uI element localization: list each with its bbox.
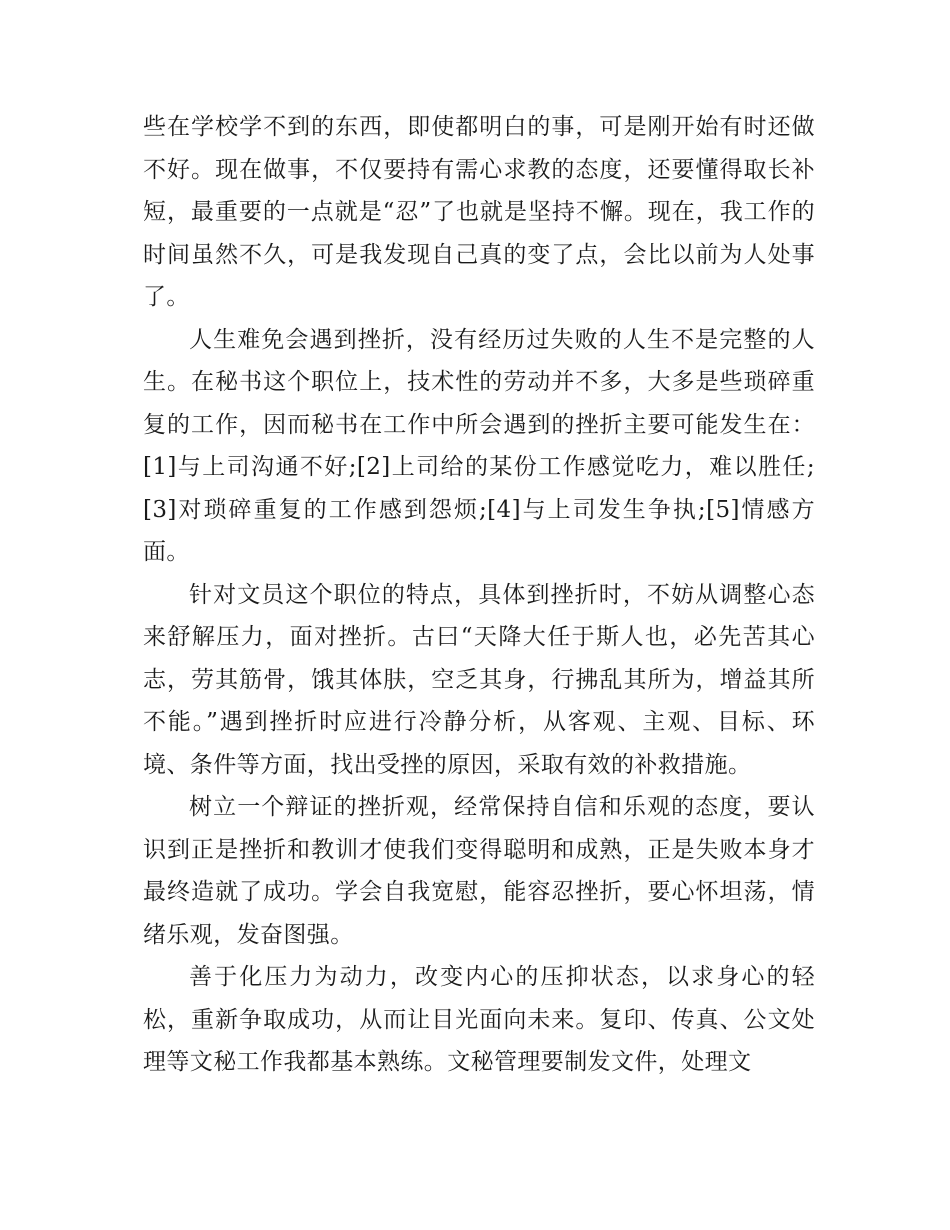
paragraph-4: 树立一个辩证的挫折观，经常保持自信和乐观的态度，要认识到正是挫折和教训才使我们变得聪明和成熟，正是失败本身才最终造就了成功。学会自我宽慰，能容忍挫折，要心怀坦荡，情绪乐观，发奋图强。 [143, 794, 815, 948]
paragraph-2: 人生难免会遇到挫折，没有经历过失败的人生不是完整的人生。在秘书这个职位上，技术性的劳动并不多，大多是些琐碎重复的工作，因而秘书在工作中所会遇到的挫折主要可能发生在：[1]与上司沟通不好;[2]上司给的某份工作感觉吃力，难以胜任;[3]对琐碎重复的工作感到怨烦;[4]与上司发生争执;[5]情感方面。 [143, 326, 815, 565]
paragraph-3: 针对文员这个职位的特点，具体到挫折时，不妨从调整心态来舒解压力，面对挫折。古曰“天降大任于斯人也，必先苦其心志，劳其筋骨，饿其体肤，空乏其身，行拂乱其所为，增益其所不能。”遇到挫折时应进行冷静分析，从客观、主观、目标、环境、条件等方面，找出受挫的原因，采取有效的补救措施。 [143, 581, 815, 778]
document-body [143, 106, 815, 1084]
paragraph-5: 善于化压力为动力，改变内心的压抑状态，以求身心的轻松，重新争取成功，从而让目光面向未来。复印、传真、公文处理等文秘工作我都基本熟练。文秘管理要制发文件，处理文 [143, 964, 815, 1075]
paragraph-1: 些在学校学不到的东西，即使都明白的事，可是刚开始有时还做不好。现在做事，不仅要持有需心求教的态度，还要懂得取长补短，最重要的一点就是“忍”了也就是坚持不懈。现在，我工作的时间虽然不久，可是我发现自己真的变了点，会比以前为人处事了。 [143, 114, 815, 310]
